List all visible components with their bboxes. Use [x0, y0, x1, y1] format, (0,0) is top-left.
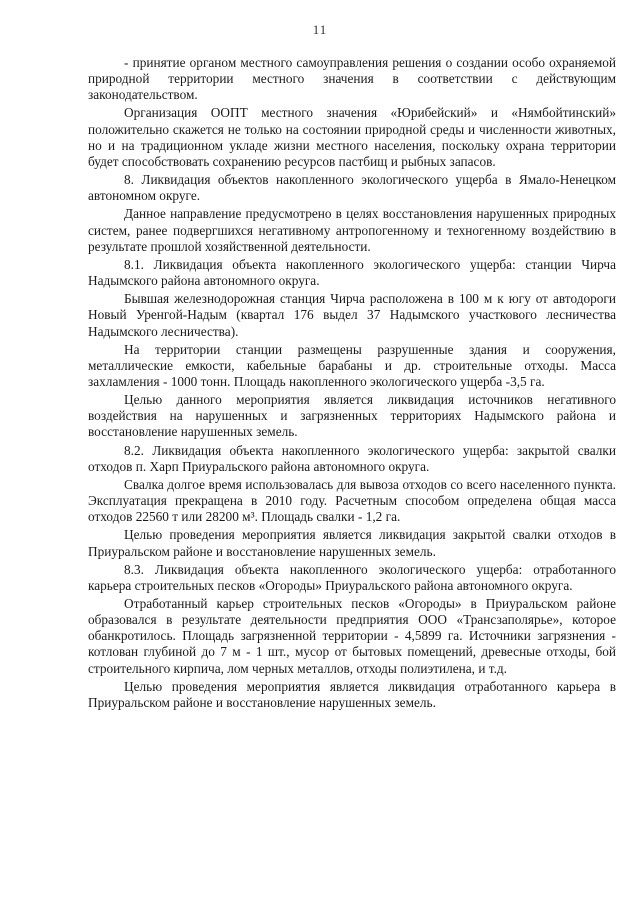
subsection-heading: 8.2. Ликвидация объекта накопленного экологического ущерба: закрытой свалки отходов п. Харп Приуральского района автономного округа.: [88, 442, 616, 474]
subsection-heading: 8.3. Ликвидация объекта накопленного экологического ущерба: отработанного карьера строительных песков «Огороды» Приуральского района автономного округа.: [88, 561, 616, 593]
paragraph: Целью данного мероприятия является ликвидация источников негативного воздействия на нарушенных и загрязненных территориях Надымского района и восстановление нарушенных земель.: [88, 392, 616, 440]
paragraph: Данное направление предусмотрено в целях восстановления нарушенных природных систем, ранее подвергшихся негативному антропогенному и техногенному воздействию в результате прошлой хозяйственной деятельности.: [88, 206, 616, 254]
section-heading: 8. Ликвидация объектов накопленного экологического ущерба в Ямало-Ненецком автономном округе.: [88, 172, 616, 204]
paragraph: Организация ООПТ местного значения «Юрибейский» и «Нямбойтинский» положительно скажется не только на состоянии природной среды и численности животных, но и на традиционном укладе жизни местного населения, поскольку охрана территории будет способствовать сохранению ресурсов пастбищ и рыбных запасов.: [88, 105, 616, 169]
paragraph: Свалка долгое время использовалась для вывоза отходов со всего населенного пункта. Эксплуатация прекращена в 2010 году. Расчетным способом определена общая масса отходов 22560 т или 28200 м³. Площадь свалки - 1,2 га.: [88, 476, 616, 525]
paragraph: - принятие органом местного самоуправления решения о создании особо охраняемой природной территории местного значения в соответствии с действующим законодательством.: [88, 55, 616, 103]
page-number: 11: [312, 22, 328, 37]
paragraph: Бывшая железнодорожная станция Чирча расположена в 100 м к югу от автодороги Новый Уренгой-Надым (квартал 176 выдел 37 Надымского участкового лесничества Надымского лесничества).: [88, 291, 616, 339]
paragraph: На территории станции размещены разрушенные здания и сооружения, металлические емкости, кабельные барабаны и др. строительные отходы. Масса захламления - 1000 тонн. Площадь накопленного экологического ущерба -3,5 га.: [88, 341, 616, 389]
paragraph: Целью проведения мероприятия является ликвидация закрытой свалки отходов в Приуральском районе и восстановление нарушенных земель.: [88, 527, 616, 559]
document-body: [88, 55, 616, 711]
paragraph: Целью проведения мероприятия является ликвидация отработанного карьера в Приуральском районе и восстановление нарушенных земель.: [88, 678, 616, 710]
paragraph: Отработанный карьер строительных песков «Огороды» в Приуральском районе образовался в результате деятельности предприятия ООО «Трансзаполярье», которое обанкротилось. Площадь загрязненной территории - 4,5899 га. Источники загрязнения - котлован глубиной до 7 м - 1 шт., мусор от бытовых помещений, древесные отходы, бой строительного кирпича, лом черных металлов, отходы полиэтилена, и т.д.: [88, 596, 616, 676]
subsection-heading: 8.1. Ликвидация объекта накопленного экологического ущерба: станции Чирча Надымского района автономного округа.: [88, 256, 616, 289]
